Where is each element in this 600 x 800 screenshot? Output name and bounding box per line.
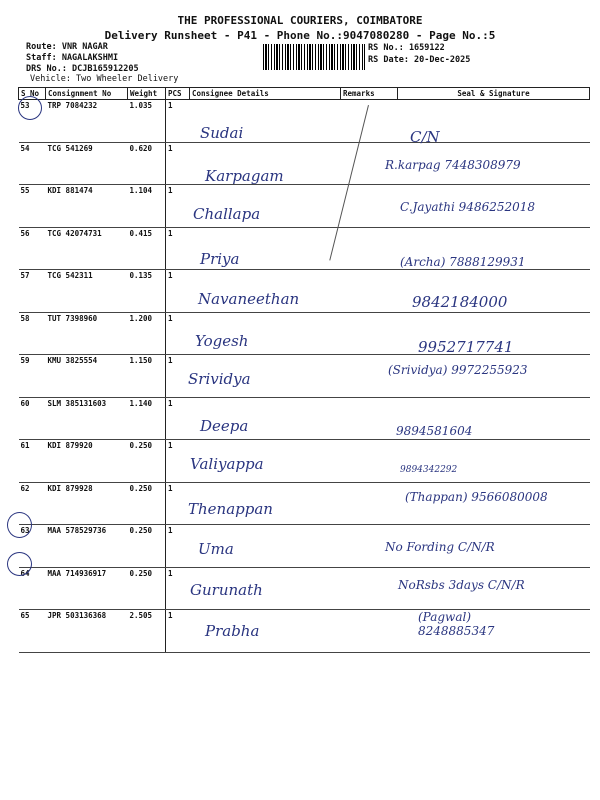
company-title: THE PROFESSIONAL COURIERS, COIMBATORE [177, 14, 423, 27]
handwritten-consignee: Thenappan [188, 500, 273, 518]
row-weight: 1.150 [128, 355, 166, 398]
handwritten-consignee: Uma [198, 540, 234, 558]
row-sno: 53 [19, 100, 46, 143]
row-weight: 1.035 [128, 100, 166, 143]
row-pcs: 1 [166, 525, 190, 568]
table-row [19, 397, 590, 440]
pen-circle-mark [18, 96, 42, 120]
handwritten-consignee: Karpagam [205, 167, 284, 185]
row-consignment: TUT 7398960 [46, 312, 128, 355]
drs-label: DRS No.: DCJB165912205 [26, 64, 139, 74]
row-pcs: 1 [166, 610, 190, 653]
handwritten-consignee: Navaneethan [198, 290, 300, 308]
row-weight: 1.140 [128, 397, 166, 440]
row-consignment: MAA 714936917 [46, 567, 128, 610]
handwritten-consignee: Sudai [200, 124, 244, 142]
row-sno: 59 [19, 355, 46, 398]
vehicle-label: Vehicle: Two Wheeler Delivery [30, 74, 179, 84]
handwritten-signature: C.Jayathi 9486252018 [400, 200, 536, 214]
col-sno: S No [19, 88, 46, 100]
table-row [19, 440, 590, 483]
handwritten-signature: NoRsbs 3days C/N/R [398, 578, 525, 592]
handwritten-consignee: Gurunath [190, 581, 263, 599]
row-weight: 0.250 [128, 482, 166, 525]
row-sno: 61 [19, 440, 46, 483]
row-consignment: KDI 881474 [46, 185, 128, 228]
row-pcs: 1 [166, 185, 190, 228]
row-consignment: TRP 7084232 [46, 100, 128, 143]
row-pcs: 1 [166, 312, 190, 355]
rs-date: RS Date: 20-Dec-2025 [368, 55, 471, 65]
row-sno: 54 [19, 142, 46, 185]
handwritten-consignee: Prabha [205, 622, 260, 640]
row-weight: 0.620 [128, 142, 166, 185]
staff-label: Staff: NAGALAKSHMI [26, 53, 119, 63]
col-consignment: Consignment No [46, 88, 128, 100]
row-consignment: TCG 42074731 [46, 227, 128, 270]
row-weight: 0.250 [128, 567, 166, 610]
row-pcs: 1 [166, 482, 190, 525]
handwritten-signature: 9842184000 [412, 293, 508, 311]
row-sno: 60 [19, 397, 46, 440]
row-sno: 65 [19, 610, 46, 653]
handwritten-signature: 9952717741 [418, 338, 514, 356]
barcode-image [263, 44, 365, 70]
row-sno: 64 [19, 567, 46, 610]
row-sno: 63 [19, 525, 46, 568]
row-sno: 55 [19, 185, 46, 228]
row-weight: 1.200 [128, 312, 166, 355]
table-row [19, 525, 590, 568]
row-pcs: 1 [166, 227, 190, 270]
rs-number: RS No.: 1659122 [368, 43, 445, 53]
handwritten-consignee: Deepa [200, 417, 249, 435]
handwritten-signature: 9894342292 [400, 465, 458, 475]
handwritten-signature: (Thappan) 9566080008 [405, 490, 548, 504]
handwritten-signature: (Archa) 7888129931 [400, 255, 526, 269]
table-header-row [19, 88, 590, 100]
col-signature: Seal & Signature [398, 88, 590, 100]
handwritten-consignee: Valiyappa [190, 455, 264, 473]
row-sno: 56 [19, 227, 46, 270]
col-pcs: PCS [166, 88, 190, 100]
row-weight: 0.250 [128, 440, 166, 483]
row-weight: 2.505 [128, 610, 166, 653]
col-remarks: Remarks [341, 88, 398, 100]
handwritten-signature: (Pagwal) 8248885347 [418, 610, 495, 638]
col-consignee: Consignee Details [190, 88, 341, 100]
col-weight: Weight [128, 88, 166, 100]
row-pcs: 1 [166, 397, 190, 440]
table-row [19, 100, 590, 143]
row-weight: 0.135 [128, 270, 166, 313]
pen-circle-mark [7, 552, 32, 576]
row-pcs: 1 [166, 270, 190, 313]
pen-circle-mark [7, 512, 32, 538]
handwritten-consignee: Challapa [193, 205, 261, 223]
row-consignment: KDI 879928 [46, 482, 128, 525]
row-consignment: TCG 541269 [46, 142, 128, 185]
row-sno: 58 [19, 312, 46, 355]
handwritten-signature: (Srividya) 9972255923 [388, 363, 528, 377]
row-pcs: 1 [166, 567, 190, 610]
row-pcs: 1 [166, 355, 190, 398]
handwritten-signature: R.karpag 7448308979 [385, 158, 521, 172]
handwritten-signature: 9894581604 [396, 424, 473, 438]
row-weight: 1.104 [128, 185, 166, 228]
row-consignment: MAA 578529736 [46, 525, 128, 568]
row-consignment: KDI 879920 [46, 440, 128, 483]
row-pcs: 1 [166, 142, 190, 185]
row-pcs: 1 [166, 100, 190, 143]
runsheet-subtitle: Delivery Runsheet - P41 - Phone No.:9047080280 - Page No.:5 [104, 29, 496, 42]
handwritten-consignee: Yogesh [195, 332, 249, 350]
row-pcs: 1 [166, 440, 190, 483]
row-consignment: KMU 3825554 [46, 355, 128, 398]
row-weight: 0.415 [128, 227, 166, 270]
handwritten-signature: C/N [410, 128, 440, 146]
handwritten-signature: No Fording C/N/R [385, 540, 495, 554]
row-consignment: JPR 503136368 [46, 610, 128, 653]
handwritten-consignee: Srividya [188, 370, 251, 388]
route-label: Route: VNR NAGAR [26, 42, 108, 52]
row-weight: 0.250 [128, 525, 166, 568]
row-sno: 62 [19, 482, 46, 525]
row-consignment: TCG 542311 [46, 270, 128, 313]
row-consignment: SLM 385131603 [46, 397, 128, 440]
row-sno: 57 [19, 270, 46, 313]
handwritten-consignee: Priya [200, 250, 240, 268]
